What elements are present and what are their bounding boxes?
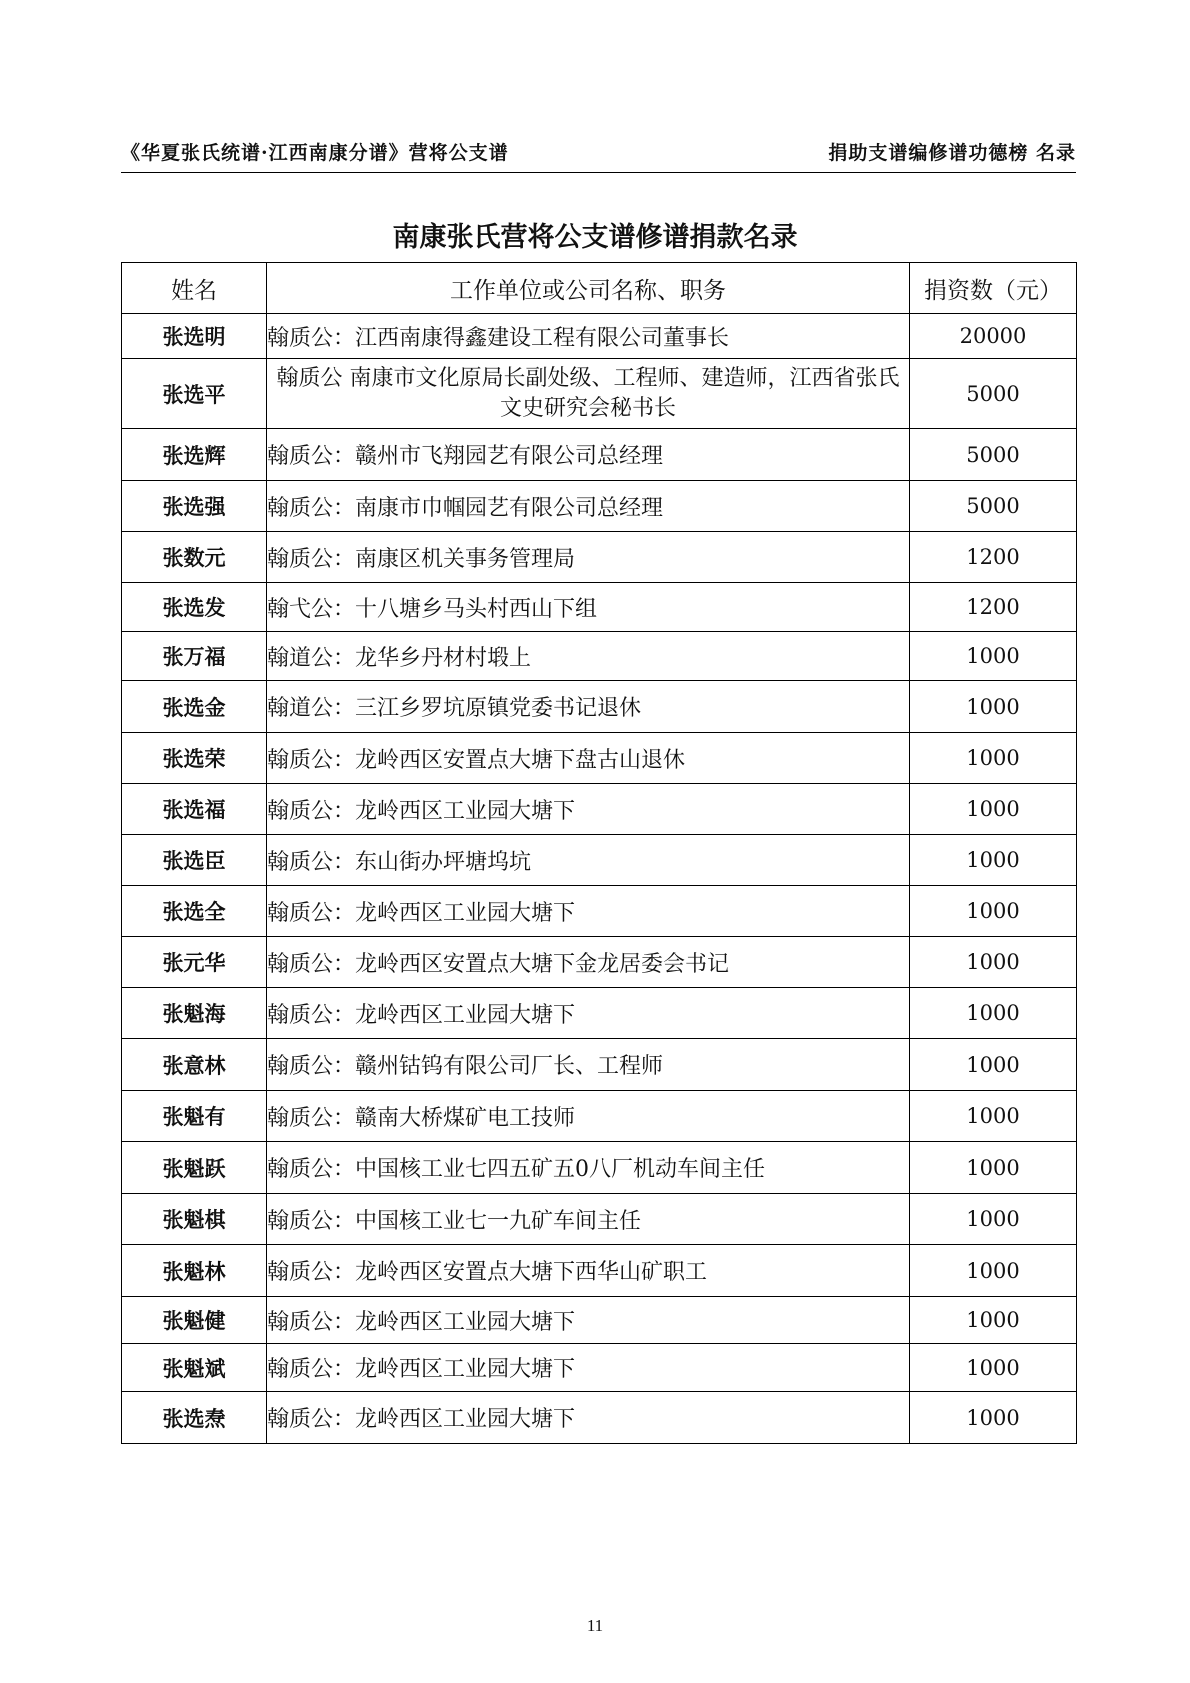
donor-unit: 翰质公：龙岭西区工业园大塘下 (267, 886, 910, 937)
donor-name: 张选发 (122, 583, 267, 632)
donation-amount: 1200 (910, 583, 1077, 632)
table-row (122, 1142, 1077, 1194)
donor-name: 张选荣 (122, 733, 267, 784)
donation-amount: 1000 (910, 1142, 1077, 1194)
header-book-title: 《华夏张氏统谱·江西南康分谱》营将公支谱 (121, 142, 509, 164)
donation-amount: 1000 (910, 1039, 1077, 1091)
header-section-title: 捐助支谱编修谱功德榜 名录 (828, 142, 1076, 164)
donor-name: 张魁跃 (122, 1142, 267, 1194)
donation-amount: 5000 (910, 429, 1077, 481)
donor-unit: 翰道公：龙华乡丹材村塅上 (267, 632, 910, 681)
donor-unit: 翰质公 南康市文化原局长副处级、工程师、建造师，江西省张氏文史研究会秘书长 (267, 359, 910, 429)
column-header-amount: 捐资数（元） (910, 263, 1077, 314)
column-header-name: 姓名 (122, 263, 267, 314)
table-body (122, 314, 1077, 1444)
donation-amount: 1000 (910, 632, 1077, 681)
donor-unit: 翰质公：龙岭西区安置点大塘下金龙居委会书记 (267, 937, 910, 988)
donation-amount: 1000 (910, 1297, 1077, 1344)
donation-amount: 20000 (910, 314, 1077, 359)
table-row (122, 784, 1077, 835)
donor-name: 张选平 (122, 359, 267, 429)
table-row (122, 1039, 1077, 1091)
page-number: 11 (586, 1616, 604, 1635)
donor-name: 张魁林 (122, 1245, 267, 1297)
donor-unit: 翰质公：江西南康得鑫建设工程有限公司董事长 (267, 314, 910, 359)
table-row (122, 937, 1077, 988)
table-row (122, 481, 1077, 532)
table-row (122, 583, 1077, 632)
donor-unit: 翰质公：龙岭西区工业园大塘下 (267, 1297, 910, 1344)
table-row (122, 988, 1077, 1039)
donor-unit: 翰质公：龙岭西区工业园大塘下 (267, 988, 910, 1039)
donor-name: 张万福 (122, 632, 267, 681)
donor-unit: 翰质公：赣州市飞翔园艺有限公司总经理 (267, 429, 910, 481)
donor-unit: 翰质公：赣州钴钨有限公司厂长、工程师 (267, 1039, 910, 1091)
table-row (122, 886, 1077, 937)
donor-name: 张选全 (122, 886, 267, 937)
donation-amount: 1000 (910, 733, 1077, 784)
donation-amount: 1000 (910, 1194, 1077, 1245)
donation-amount: 1000 (910, 784, 1077, 835)
table-row (122, 359, 1077, 429)
table-row (122, 681, 1077, 733)
table-row (122, 532, 1077, 583)
table-row (122, 1392, 1077, 1444)
donation-amount: 1000 (910, 886, 1077, 937)
donation-amount: 1000 (910, 681, 1077, 733)
donor-unit: 翰弋公：十八塘乡马头村西山下组 (267, 583, 910, 632)
donor-name: 张魁健 (122, 1297, 267, 1344)
donor-unit: 翰质公：龙岭西区工业园大塘下 (267, 1344, 910, 1392)
donor-name: 张魁有 (122, 1091, 267, 1142)
donation-amount: 1000 (910, 1344, 1077, 1392)
table-row (122, 1194, 1077, 1245)
donor-unit: 翰道公：三江乡罗坑原镇党委书记退休 (267, 681, 910, 733)
donation-table (121, 262, 1077, 1444)
column-header-unit: 工作单位或公司名称、职务 (267, 263, 910, 314)
donor-name: 张选金 (122, 681, 267, 733)
donor-unit: 翰质公：南康市巾帼园艺有限公司总经理 (267, 481, 910, 532)
donor-name: 张选臣 (122, 835, 267, 886)
table-row (122, 314, 1077, 359)
donor-name: 张元华 (122, 937, 267, 988)
donor-name: 张选强 (122, 481, 267, 532)
donor-name: 张选辉 (122, 429, 267, 481)
donor-name: 张意林 (122, 1039, 267, 1091)
donor-unit: 翰质公：赣南大桥煤矿电工技师 (267, 1091, 910, 1142)
table-row (122, 632, 1077, 681)
donor-name: 张选福 (122, 784, 267, 835)
donation-amount: 1000 (910, 1392, 1077, 1444)
page-title: 南康张氏营将公支谱修谱捐款名录 (392, 222, 798, 253)
donor-name: 张数元 (122, 532, 267, 583)
donor-unit: 翰质公：南康区机关事务管理局 (267, 532, 910, 583)
donor-unit: 翰质公：龙岭西区安置点大塘下西华山矿职工 (267, 1245, 910, 1297)
donor-name: 张选明 (122, 314, 267, 359)
donation-amount: 1000 (910, 988, 1077, 1039)
donor-name: 张魁海 (122, 988, 267, 1039)
donation-amount: 5000 (910, 359, 1077, 429)
table-row (122, 1245, 1077, 1297)
donor-unit: 翰质公：龙岭西区工业园大塘下 (267, 1392, 910, 1444)
donation-amount: 1200 (910, 532, 1077, 583)
table-row (122, 835, 1077, 886)
donor-name: 张选焘 (122, 1392, 267, 1444)
table-row (122, 429, 1077, 481)
donor-unit: 翰质公：龙岭西区工业园大塘下 (267, 784, 910, 835)
table-header-row (122, 263, 1077, 314)
donation-amount: 1000 (910, 835, 1077, 886)
donor-unit: 翰质公：中国核工业七四五矿五0八厂机动车间主任 (267, 1142, 910, 1194)
running-header (121, 128, 1076, 173)
donor-name: 张魁棋 (122, 1194, 267, 1245)
donation-amount: 1000 (910, 1091, 1077, 1142)
table-row (122, 1091, 1077, 1142)
donation-amount: 1000 (910, 1245, 1077, 1297)
table-row (122, 733, 1077, 784)
table-row (122, 1297, 1077, 1344)
donation-amount: 5000 (910, 481, 1077, 532)
table-row (122, 1344, 1077, 1392)
donor-unit: 翰质公：中国核工业七一九矿车间主任 (267, 1194, 910, 1245)
donor-unit: 翰质公：龙岭西区安置点大塘下盘古山退休 (267, 733, 910, 784)
donation-amount: 1000 (910, 937, 1077, 988)
donor-unit: 翰质公：东山街办坪塘坞坑 (267, 835, 910, 886)
donor-name: 张魁斌 (122, 1344, 267, 1392)
